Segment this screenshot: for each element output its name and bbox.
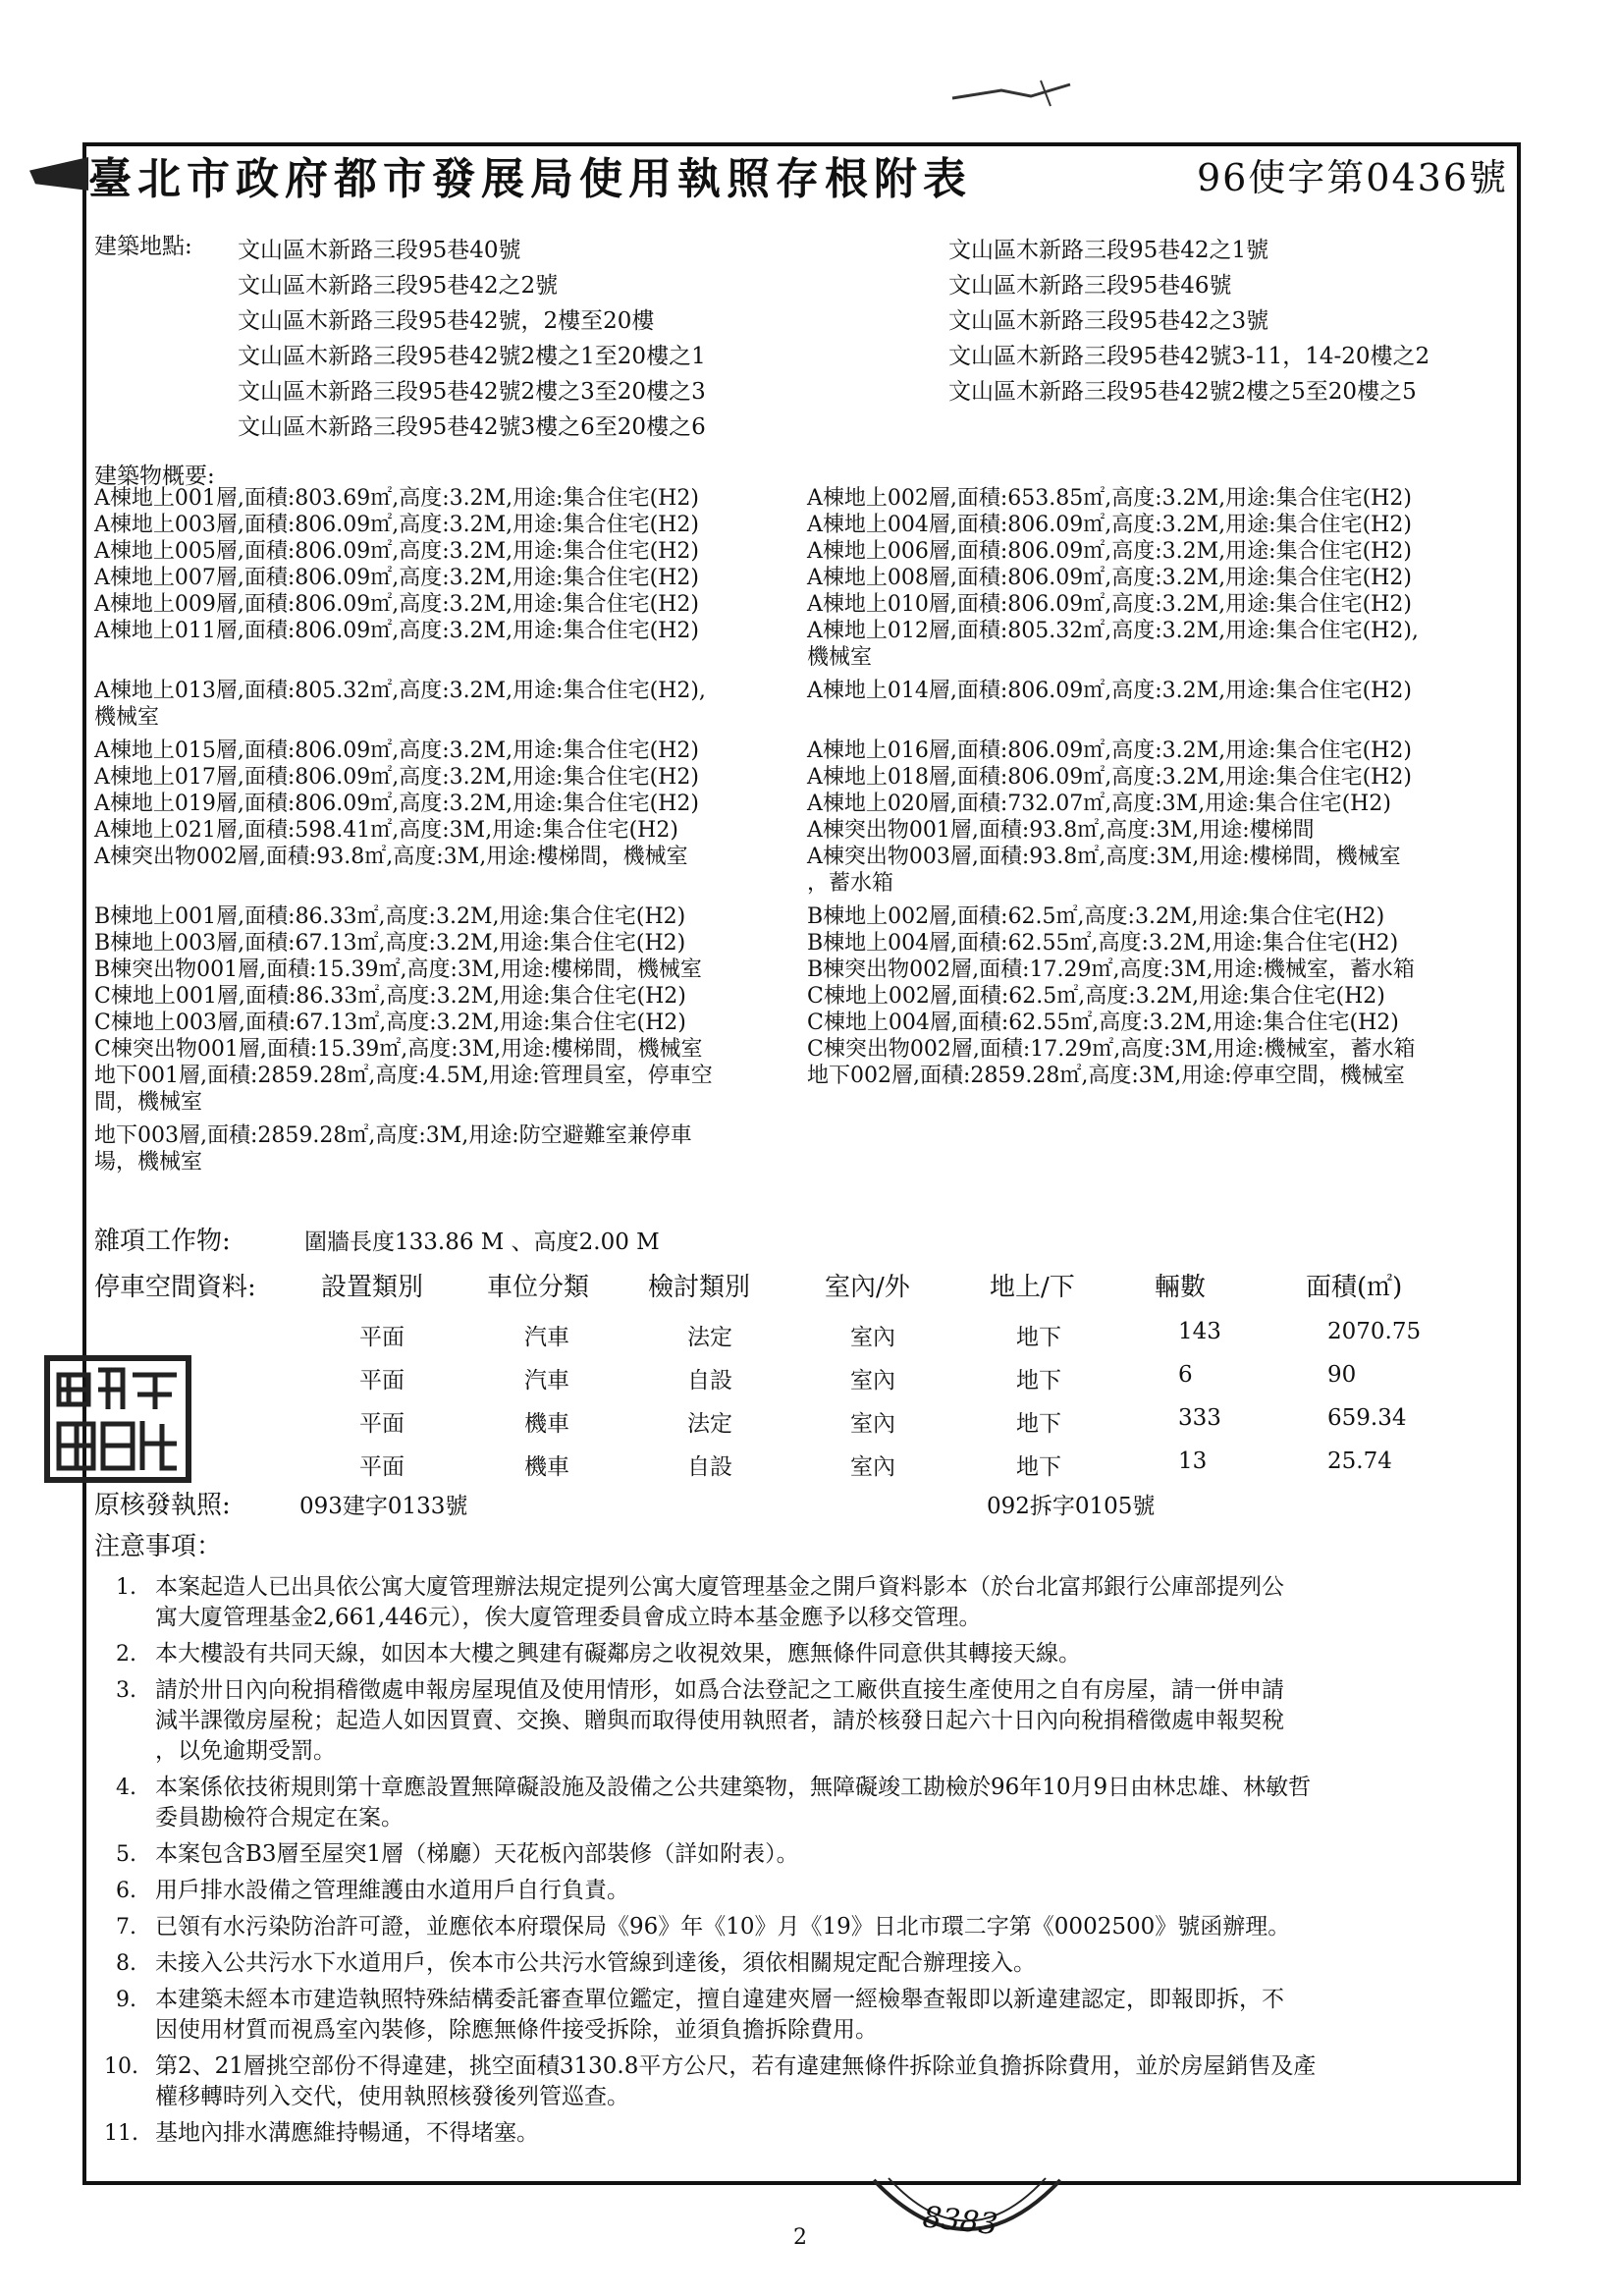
parking-cell: 室內 [850,1454,895,1480]
note-line: 第2、21層挑空部份不得違建，挑空面積3130.8平方公尺，若有違建無條件拆除並負擔拆除費用，並於房屋銷售及產 [155,2053,1317,2079]
scan-corner-mark [29,157,88,191]
parking-cell: 25.74 [1327,1449,1392,1474]
parking-cell: 地下 [1016,1325,1061,1350]
parking-cell: 室內 [850,1325,895,1350]
building-row-left: A棟地上011層,面積:806.09㎡,高度:3.2M,用途:集合住宅(H2) [94,619,699,643]
site-address-left: 文山區木新路三段95巷42號，2樓至20樓 [238,308,655,334]
parking-cell: 室內 [850,1368,895,1394]
site-address-right: 文山區木新路三段95巷46號 [948,273,1232,299]
building-row-left: C棟地上003層,面積:67.13㎡,高度:3.2M,用途:集合住宅(H2) [94,1011,686,1035]
note-number: 7. [116,1915,136,1940]
building-row-right: A棟地上008層,面積:806.09㎡,高度:3.2M,用途:集合住宅(H2) [807,566,1412,590]
building-row-right: A棟地上006層,面積:806.09㎡,高度:3.2M,用途:集合住宅(H2) [807,539,1412,564]
original-permit-left: 093建字0133號 [299,1494,468,1519]
parking-header: 車位分類 [487,1273,590,1302]
note-line: 寓大廈管理基金2,661,446元），俟大廈管理委員會成立時本基金應予以移交管理。 [155,1605,982,1630]
parking-cell: 機車 [524,1454,569,1480]
note-line: 用戶排水設備之管理維護由水道用戶自行負責。 [155,1878,629,1903]
site-label: 建築地點: [94,234,192,259]
building-row-left: B棟突出物001層,面積:15.39㎡,高度:3M,用途:樓梯間，機械室 [94,957,702,982]
note-number: 11. [104,2121,138,2146]
note-line: 委員勘檢符合規定在案。 [155,1805,404,1831]
note-line: 本案包含B3層至屋突1層（梯廳）天花板內部裝修（詳如附表）。 [155,1841,799,1867]
scan-scratch-marks [943,79,1090,108]
building-row-right: B棟地上002層,面積:62.5㎡,高度:3.2M,用途:集合住宅(H2) [807,904,1385,929]
building-row-right: A棟地上020層,面積:732.07㎡,高度:3M,用途:集合住宅(H2) [807,792,1391,816]
parking-cell: 333 [1178,1405,1221,1431]
building-row-right: C棟突出物002層,面積:17.29㎡,高度:3M,用途:機械室，蓄水箱 [807,1037,1416,1062]
parking-cell: 汽車 [524,1325,569,1350]
building-row-right: A棟地上016層,面積:806.09㎡,高度:3.2M,用途:集合住宅(H2) [807,738,1412,763]
original-permit-right: 092拆字0105號 [987,1494,1156,1519]
seal-number: 8383 [921,2200,999,2243]
site-address-left: 文山區木新路三段95巷40號 [238,238,521,263]
parking-cell: 6 [1178,1362,1193,1388]
note-line: 權移轉時列入交代，使用執照核發後列管巡查。 [155,2084,629,2109]
site-address-left: 文山區木新路三段95巷42號2樓之1至20樓之1 [238,344,706,369]
building-row-left: A棟地上021層,面積:598.41㎡,高度:3M,用途:集合住宅(H2) [94,818,678,843]
building-row-left: A棟地上007層,面積:806.09㎡,高度:3.2M,用途:集合住宅(H2) [94,566,699,590]
parking-cell: 地下 [1016,1368,1061,1394]
notes-label: 注意事項： [94,1532,223,1561]
building-row-right: A棟地上002層,面積:653.85㎡,高度:3.2M,用途:集合住宅(H2) [807,486,1412,511]
page-title: 臺北市政府都市發展局使用執照存根附表 [88,154,972,204]
note-line: 未接入公共污水下水道用戶，俟本市公共污水管線到達後，須依相關規定配合辦理接入。 [155,1950,1036,1976]
note-line: 已領有水污染防治許可證，並應依本府環保局《96》年《10》月《19》日北市環二字第《0002500》號函辦理。 [155,1914,1291,1940]
parking-cell: 自設 [687,1368,732,1394]
building-row-left: A棟地上017層,面積:806.09㎡,高度:3.2M,用途:集合住宅(H2) [94,765,699,790]
building-row-left: A棟地上005層,面積:806.09㎡,高度:3.2M,用途:集合住宅(H2) [94,539,699,564]
page-number: 2 [793,2225,807,2250]
building-row-right: A棟地上010層,面積:806.09㎡,高度:3.2M,用途:集合住宅(H2) [807,592,1412,617]
building-row-right: A棟突出物001層,面積:93.8㎡,高度:3M,用途:樓梯間 [807,818,1315,843]
parking-header: 輛數 [1155,1273,1207,1302]
parking-cell: 平面 [359,1454,404,1480]
building-row-right: B棟突出物002層,面積:17.29㎡,高度:3M,用途:機械室，蓄水箱 [807,957,1415,982]
note-number: 1. [116,1575,136,1600]
note-line: ，以免逾期受罰。 [155,1738,336,1764]
misc-value: 圍牆長度133.86 M 、高度2.00 M [304,1230,660,1255]
parking-cell: 90 [1327,1362,1357,1388]
header [88,137,1522,204]
parking-header: 地上/下 [990,1273,1075,1302]
note-number: 6. [116,1879,136,1903]
site-address-right: 文山區木新路三段95巷42號2樓之5至20樓之5 [948,379,1417,405]
parking-cell: 汽車 [524,1368,569,1394]
parking-cell: 659.34 [1327,1405,1407,1431]
building-row-right: A棟地上004層,面積:806.09㎡,高度:3.2M,用途:集合住宅(H2) [807,513,1412,537]
parking-label: 停車空間資料: [94,1273,256,1302]
site-address-left: 文山區木新路三段95巷42號2樓之3至20樓之3 [238,379,706,405]
building-row-right: A棟突出物003層,面積:93.8㎡,高度:3M,用途:樓梯間，機械室 ，蓄水箱 [807,845,1401,896]
note-line: 減半課徵房屋稅；起造人如因買賣、交換、贈與而取得使用執照者，請於核發日起六十日內向稅捐稽徵處申報契稅 [155,1708,1284,1733]
building-row-right: A棟地上014層,面積:806.09㎡,高度:3.2M,用途:集合住宅(H2) [807,679,1412,703]
building-row-left: B棟地上001層,面積:86.33㎡,高度:3.2M,用途:集合住宅(H2) [94,904,686,929]
original-permit-label: 原核發執照: [94,1491,231,1520]
parking-cell: 平面 [359,1411,404,1437]
parking-cell: 法定 [687,1411,732,1437]
note-number: 8. [116,1951,136,1976]
building-row-left: 地下003層,面積:2859.28㎡,高度:3M,用途:防空避難室兼停車 場，機械室 [94,1123,692,1175]
building-row-left: C棟突出物001層,面積:15.39㎡,高度:3M,用途:樓梯間，機械室 [94,1037,703,1062]
parking-cell: 地下 [1016,1411,1061,1437]
building-label: 建築物概要: [94,464,215,489]
site-address-right: 文山區木新路三段95巷42之1號 [948,238,1269,263]
note-line: 本案起造人已出具依公寓大廈管理辦法規定提列公寓大廈管理基金之開戶資料影本（於台北富邦銀行公庫部提列公 [155,1574,1284,1600]
note-line: 基地內排水溝應維持暢通，不得堵塞。 [155,2120,539,2146]
building-row-right: A棟地上018層,面積:806.09㎡,高度:3.2M,用途:集合住宅(H2) [807,765,1412,790]
circular-seal [864,2170,1070,2259]
building-row-left: A棟地上009層,面積:806.09㎡,高度:3.2M,用途:集合住宅(H2) [94,592,699,617]
building-row-left: C棟地上001層,面積:86.33㎡,高度:3.2M,用途:集合住宅(H2) [94,984,686,1009]
site-address-right: 文山區木新路三段95巷42之3號 [948,308,1269,334]
parking-cell: 自設 [687,1454,732,1480]
building-row-right: C棟地上004層,面積:62.55㎡,高度:3.2M,用途:集合住宅(H2) [807,1011,1399,1035]
note-line: 本大樓設有共同天線，如因本大樓之興建有礙鄰房之收視效果，應無條件同意供其轉接天線。 [155,1641,1081,1667]
parking-cell: 平面 [359,1325,404,1350]
site-address-left: 文山區木新路三段95巷42之2號 [238,273,559,299]
note-number: 9. [116,1988,136,2012]
note-line: 本案係依技術規則第十章應設置無障礙設施及設備之公共建築物，無障礙竣工勘檢於96年10月9日由林忠雄、林敏哲 [155,1775,1312,1800]
building-row-left: A棟地上013層,面積:805.32㎡,高度:3.2M,用途:集合住宅(H2), 機械室 [94,679,706,730]
official-stamp [39,1350,196,1488]
parking-header: 檢討類別 [648,1273,751,1302]
parking-header: 室內/外 [825,1273,910,1302]
misc-label: 雜項工作物: [94,1227,231,1256]
building-row-right: 地下002層,面積:2859.28㎡,高度:3M,用途:停車空間，機械室 [807,1064,1405,1088]
site-address-right: 文山區木新路三段95巷42號3-11，14-20樓之2 [948,344,1430,369]
note-line: 本建築未經本市建造執照特殊結構委託審查單位鑑定，擅自違建夾層一經檢舉查報即以新違建認定，即報即拆，不 [155,1987,1284,2012]
building-row-right: A棟地上012層,面積:805.32㎡,高度:3.2M,用途:集合住宅(H2), 機械室 [807,619,1419,670]
permit-number: 96使字第0436號 [1196,156,1508,199]
building-row-left: A棟突出物002層,面積:93.8㎡,高度:3M,用途:樓梯間，機械室 [94,845,688,869]
building-row-left: A棟地上003層,面積:806.09㎡,高度:3.2M,用途:集合住宅(H2) [94,513,699,537]
note-line: 因使用材質而視爲室內裝修，除應無條件接受拆除，並須負擔拆除費用。 [155,2017,878,2043]
parking-cell: 機車 [524,1411,569,1437]
parking-cell: 2070.75 [1327,1319,1422,1344]
parking-header: 設置類別 [321,1273,424,1302]
note-line: 請於卅日內向稅捐稽徵處申報房屋現值及使用情形，如爲合法登記之工廠供直接生產使用之自有房屋，請一併申請 [155,1677,1284,1703]
building-row-left: B棟地上003層,面積:67.13㎡,高度:3.2M,用途:集合住宅(H2) [94,931,686,956]
parking-cell: 平面 [359,1368,404,1394]
building-row-left: A棟地上001層,面積:803.69㎡,高度:3.2M,用途:集合住宅(H2) [94,486,699,511]
parking-cell: 法定 [687,1325,732,1350]
note-number: 3. [116,1678,136,1703]
parking-cell: 地下 [1016,1454,1061,1480]
note-number: 10. [104,2054,138,2079]
parking-cell: 13 [1178,1449,1208,1474]
note-number: 4. [116,1776,136,1800]
note-number: 2. [116,1642,136,1667]
note-number: 5. [116,1842,136,1867]
building-row-left: A棟地上019層,面積:806.09㎡,高度:3.2M,用途:集合住宅(H2) [94,792,699,816]
parking-header: 面積(㎡) [1306,1273,1403,1302]
building-row-right: B棟地上004層,面積:62.55㎡,高度:3.2M,用途:集合住宅(H2) [807,931,1399,956]
building-row-right: C棟地上002層,面積:62.5㎡,高度:3.2M,用途:集合住宅(H2) [807,984,1385,1009]
site-address-left: 文山區木新路三段95巷42號3樓之6至20樓之6 [238,414,706,440]
building-row-left: 地下001層,面積:2859.28㎡,高度:4.5M,用途:管理員室，停車空 間，機械室 [94,1064,713,1115]
building-row-left: A棟地上015層,面積:806.09㎡,高度:3.2M,用途:集合住宅(H2) [94,738,699,763]
parking-cell: 143 [1178,1319,1221,1344]
parking-cell: 室內 [850,1411,895,1437]
